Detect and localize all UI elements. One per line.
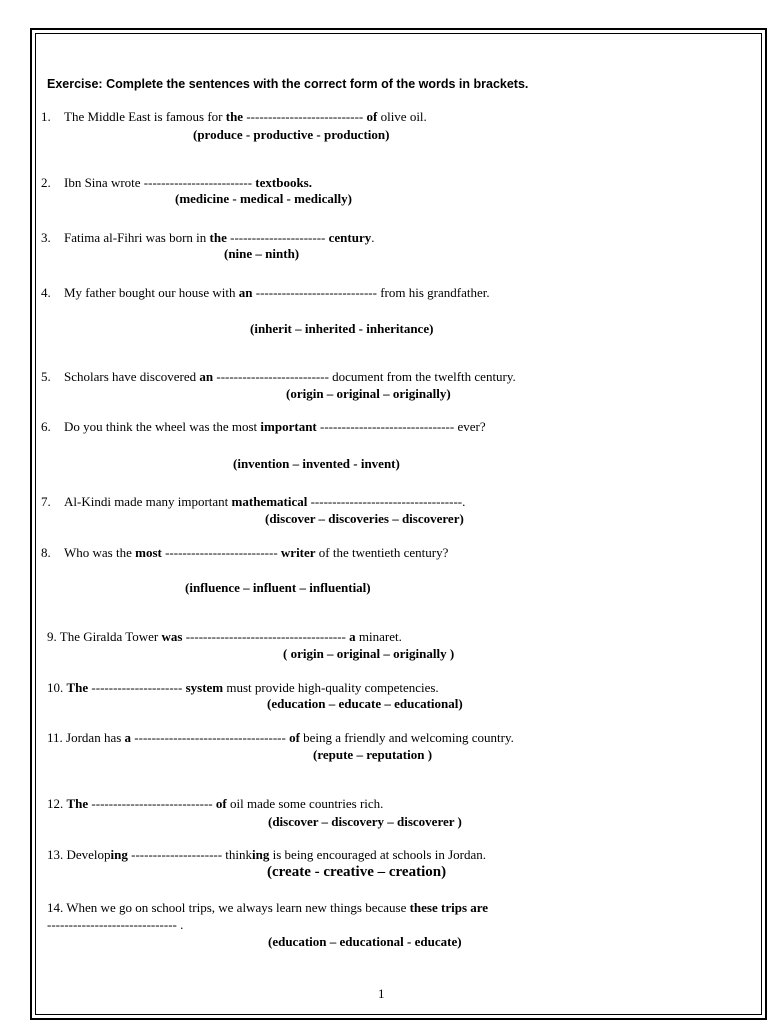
sentence-text: Do you think the wheel was the most xyxy=(64,419,261,434)
sentence-text: olive oil. xyxy=(377,109,427,124)
sentence-text: ---------------------- xyxy=(226,230,329,245)
sentence-text: being a friendly and welcoming country. xyxy=(299,730,514,745)
sentence-text: . xyxy=(371,230,375,245)
keyword: The xyxy=(66,680,89,695)
item-number: 11. xyxy=(47,730,67,745)
sentence-2 xyxy=(41,175,312,191)
word-options: (medicine - medical - medically) xyxy=(175,191,352,206)
sentence-text: ---------------------------- from his grandfather. xyxy=(252,285,490,300)
keyword: of xyxy=(289,730,300,745)
item-number: 9. xyxy=(47,629,60,644)
item-number: 6. xyxy=(41,419,51,434)
keyword: most xyxy=(135,545,162,560)
item-number: 3. xyxy=(41,230,51,245)
word-options: (create - creative – creation) xyxy=(267,864,447,880)
sentence-text: Who was the xyxy=(64,545,136,560)
sentence-text: Al-Kindi made many important xyxy=(64,494,232,509)
sentence-1 xyxy=(41,109,427,125)
sentence-11 xyxy=(47,730,514,746)
sentence-text: -----------------------------------. xyxy=(307,494,466,509)
page-number: 1 xyxy=(378,986,385,1001)
sentence-text: ---------------------------- xyxy=(88,796,216,811)
sentence-text: must provide high-quality competencies. xyxy=(223,680,439,695)
sentence-text: Jordan has xyxy=(66,730,125,745)
word-options: (origin – original – originally) xyxy=(286,386,451,401)
sentence-text: is being encouraged at schools in Jordan. xyxy=(269,847,486,862)
sentence-text: --------------------- xyxy=(88,680,186,695)
keyword: textbooks. xyxy=(255,175,312,190)
keyword: century xyxy=(328,230,372,245)
exercise-title: Exercise: Complete the sentences with the correct form of the words in brackets. xyxy=(47,77,529,91)
sentence-4 xyxy=(41,285,490,301)
sentence-text: When we go on school trips, we always learn new things because xyxy=(66,900,410,915)
sentence-text: oil made some countries rich. xyxy=(226,796,384,811)
item-number: 10. xyxy=(47,680,67,695)
sentence-text: Scholars have discovered xyxy=(64,369,200,384)
word-options: (education – educational - educate) xyxy=(268,934,462,949)
keyword: ing xyxy=(110,847,128,862)
item-number: 7. xyxy=(41,494,51,509)
sentence-text: The Middle East is famous for xyxy=(64,109,226,124)
sentence-text: Fatima al-Fihri was born in xyxy=(64,230,210,245)
keyword: a xyxy=(349,629,356,644)
word-options: (inherit – inherited - inheritance) xyxy=(250,321,434,336)
keyword: important xyxy=(260,419,317,434)
word-options: (influence – influent – influential) xyxy=(185,580,371,595)
word-options: (education – educate – educational) xyxy=(267,696,463,711)
keyword: of xyxy=(366,109,378,124)
word-options: (repute – reputation ) xyxy=(313,747,433,762)
sentence-12 xyxy=(47,796,383,812)
item-number: 13. xyxy=(47,847,67,862)
item-number: 14. xyxy=(47,900,67,915)
sentence-text: --------------------------- xyxy=(243,109,367,124)
keyword: writer xyxy=(280,545,316,560)
sentence-text: The Giralda Tower xyxy=(59,629,162,644)
keyword: system xyxy=(185,680,224,695)
word-options: (discover – discovery – discoverer ) xyxy=(268,814,462,829)
word-options: (discover – discoveries – discoverer) xyxy=(265,511,464,526)
item-number: 2. xyxy=(41,175,51,190)
sentence-7 xyxy=(41,494,465,510)
item-number: 12. xyxy=(47,796,67,811)
keyword: these trips are xyxy=(409,900,489,915)
keyword: The xyxy=(66,796,89,811)
sentence-text: of the twentieth century? xyxy=(315,545,449,560)
sentence-9 xyxy=(47,629,402,645)
word-options: ( origin – original – originally ) xyxy=(283,646,455,661)
keyword: an xyxy=(238,285,253,300)
item-number: 5. xyxy=(41,369,51,384)
sentence-3 xyxy=(41,230,374,246)
sentence-6 xyxy=(41,419,486,435)
sentence-5 xyxy=(41,369,516,385)
sentence-text: minaret. xyxy=(355,629,402,644)
sentence-14 xyxy=(47,900,488,916)
word-options: (produce - productive - production) xyxy=(193,127,390,142)
sentence-text: My father bought our house with xyxy=(64,285,239,300)
sentence-8 xyxy=(41,545,448,561)
sentence-text: -------------------------- document from the twelfth century. xyxy=(213,369,516,384)
keyword: ing xyxy=(252,847,270,862)
sentence-text: --------------------- think xyxy=(127,847,253,862)
keyword: was xyxy=(161,629,183,644)
keyword: a xyxy=(124,730,132,745)
sentence-text: Ibn Sina wrote ------------------------- xyxy=(64,175,256,190)
sentence-continuation: ------------------------------ . xyxy=(47,917,184,932)
sentence-10 xyxy=(47,680,439,696)
keyword: an xyxy=(199,369,214,384)
item-number: 1. xyxy=(41,109,51,124)
sentence-text: Develop xyxy=(66,847,111,862)
word-options: (nine – ninth) xyxy=(224,246,300,261)
sentence-13 xyxy=(47,847,486,863)
sentence-text: ----------------------------------- xyxy=(131,730,290,745)
item-number: 8. xyxy=(41,545,51,560)
sentence-text: -------------------------- xyxy=(161,545,281,560)
keyword: the xyxy=(209,230,227,245)
sentence-text: ------------------------------------- xyxy=(182,629,350,644)
keyword: of xyxy=(215,796,227,811)
word-options: (invention – invented - invent) xyxy=(233,456,400,471)
keyword: mathematical xyxy=(231,494,308,509)
keyword: the xyxy=(225,109,244,124)
item-number: 4. xyxy=(41,285,51,300)
sentence-text: ------------------------------- ever? xyxy=(316,419,486,434)
